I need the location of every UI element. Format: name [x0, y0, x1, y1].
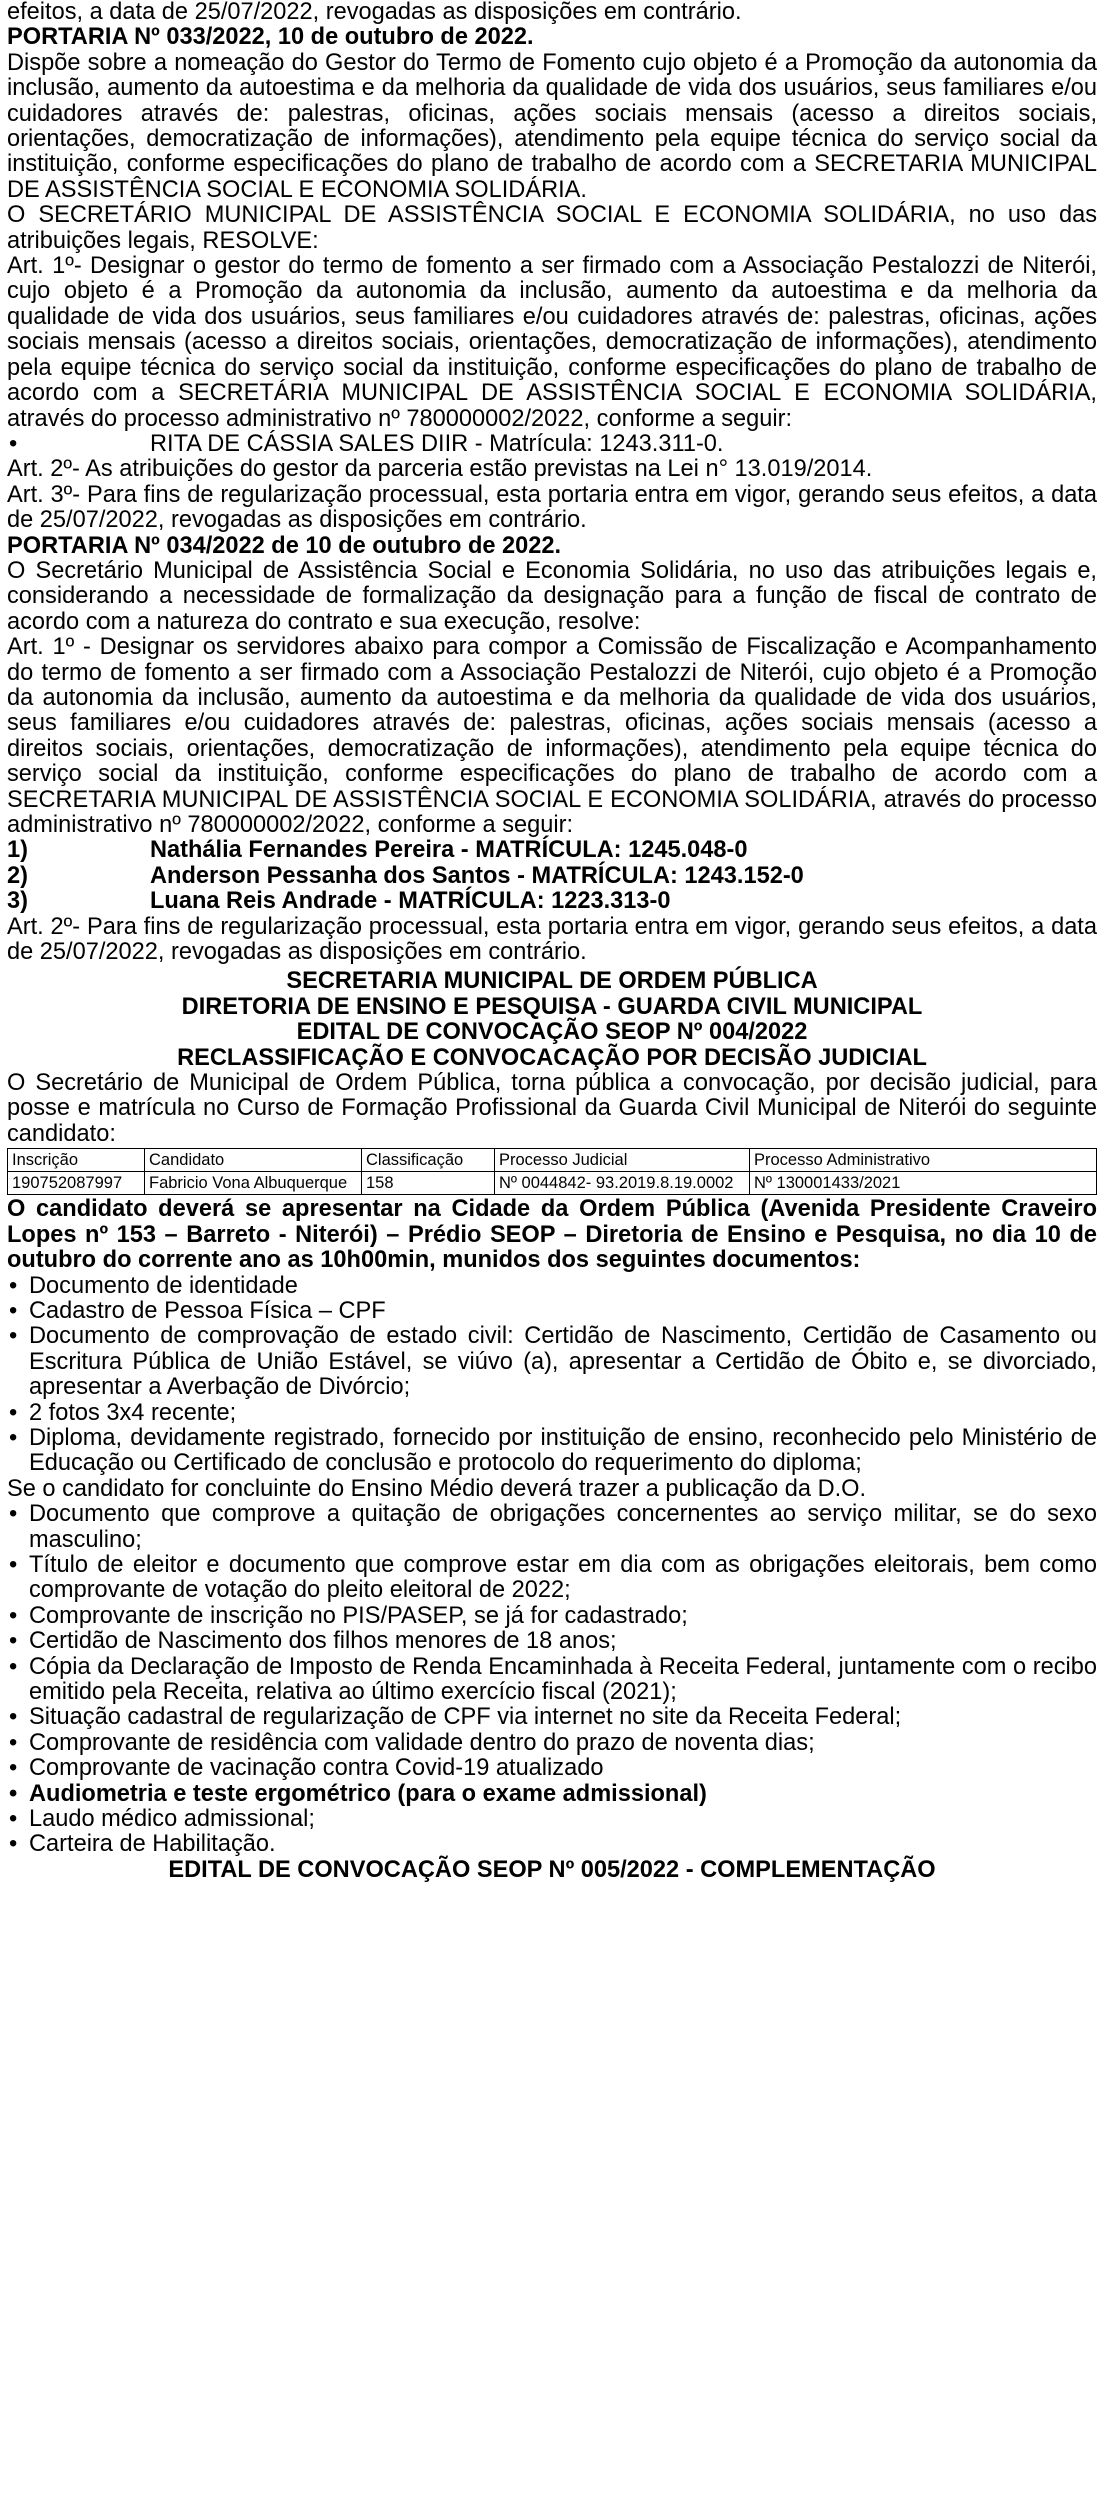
- list-item-text: RITA DE CÁSSIA SALES DIIR - Matrícula: 1243.311-0.: [150, 430, 724, 457]
- list-item-text: Situação cadastral de regularização de CPF via internet no site da Receita Federal;: [29, 1704, 902, 1731]
- list-item: [7, 1324, 1097, 1400]
- list-item-text: Título de eleitor e documento que comprove estar em dia com as obrigações eleitorais, bem como comprovante de votação do pleito eleitoral de 2022;: [29, 1551, 1097, 1604]
- bullet-icon: •: [9, 1551, 18, 1578]
- bullet-icon: •: [9, 1272, 18, 1299]
- paragraph: Art. 2º- As atribuições do gestor da parceria estão previstas na Lei n° 13.019/2014.: [7, 456, 873, 483]
- list-item-text: Certidão de Nascimento dos filhos menores de 18 anos;: [29, 1628, 617, 1655]
- cell-classificacao: 158: [362, 1172, 495, 1195]
- paragraph: Art. 1º - Designar os servidores abaixo para compor a Comissão de Fiscalização e Acompanhamento do termo de fomento a ser firmado com a Associação Pestalozzi de Niterói, cujo objeto é a Promoção da autonomia da inclusão, aumento da autoestima e da melhoria da qualidade de vida dos usuários, seus familiares e/ou cuidadores através de: palestras, oficinas, ações sociais mensais (acesso a direitos sociais, orientações, democratização de informações), atendimento pela equipe técnica do serviço social da instituição, conforme especificações do plano de trabalho de acordo com a SECRETARIA MUNICIPAL DE ASSISTÊNCIA SOCIAL E ECONOMIA SOLIDÁRIA, através do processo administrativo nº 780000002/2022, conforme a seguir:: [7, 634, 1097, 838]
- list-item: [7, 1299, 1097, 1324]
- header-classificacao: Classificação: [362, 1149, 495, 1172]
- bullet-icon: •: [9, 1780, 18, 1807]
- paragraph: Art. 2º- Para fins de regularização processual, esta portaria entra em vigor, gerando seus efeitos, a data de 25/07/2022, revogadas as disposições em contrário.: [7, 913, 1097, 966]
- paragraph: O Secretário Municipal de Assistência Social e Economia Solidária, no uso das atribuições legais e, considerando a necessidade de formalização da designação para a função de fiscal de contrato de acordo com a natureza do contrato e sua execução, resolve:: [7, 557, 1097, 635]
- list-item-text: Comprovante de inscrição no PIS/PASEP, se já for cadastrado;: [29, 1602, 688, 1629]
- list-item-text: Documento que comprove a quitação de obrigações concernentes ao serviço militar, se do sexo masculino;: [29, 1501, 1097, 1553]
- item-text: Luana Reis Andrade - MATRÍCULA: 1223.313-0: [150, 888, 671, 915]
- document-page: [7, 0, 1097, 1883]
- paragraph: Art. 3º- Para fins de regularização processual, esta portaria entra em vigor, gerando seus efeitos, a data de 25/07/2022, revogadas as disposições em contrário.: [7, 481, 1097, 534]
- bullet-icon: •: [9, 1323, 18, 1350]
- header-processo-judicial: Processo Judicial: [495, 1149, 750, 1172]
- list-item-text: Comprovante de vacinação contra Covid-19 atualizado: [29, 1755, 604, 1782]
- edital-heading-block: [7, 969, 1097, 1071]
- item-number: 3): [7, 888, 28, 915]
- list-item: [7, 432, 1097, 457]
- list-item-text: Comprovante de residência com validade dentro do prazo de noventa dias;: [29, 1729, 815, 1756]
- list-item-text: Diploma, devidamente registrado, fornecido por instituição de ensino, reconhecido pelo Ministério de Educação ou Certificado de conclusão e protocolo do requerimento do diploma;: [29, 1424, 1097, 1477]
- bullet-icon: •: [9, 1806, 18, 1833]
- item-number: 2): [7, 862, 28, 889]
- heading-secretaria: SECRETARIA MUNICIPAL DE ORDEM PÚBLICA: [286, 968, 818, 995]
- list-item-text: Carteira de Habilitação.: [29, 1831, 276, 1858]
- heading-edital-004: EDITAL DE CONVOCAÇÃO SEOP Nº 004/2022: [296, 1019, 808, 1046]
- paragraph: Dispõe sobre a nomeação do Gestor do Termo de Fomento cujo objeto é a Promoção da autonomia da inclusão, aumento da autoestima e da melhoria da qualidade de vida dos usuários, seus familiares e/ou cuidadores através de: palestras, oficinas, ações sociais mensais (acesso a direitos sociais, orientações, democratização de informações), atendimento pela equipe técnica do serviço social da instituição, conforme especificações do plano de trabalho de acordo com a SECRETARIA MUNICIPAL DE ASSISTÊNCIA SOCIAL E ECONOMIA SOLIDÁRIA.: [7, 49, 1097, 203]
- candidate-table-header: [8, 1149, 1097, 1172]
- list-item: [7, 1629, 1097, 1654]
- header-inscricao: Inscrição: [8, 1149, 145, 1172]
- edital-intro: O Secretário de Municipal de Ordem Pública, torna pública a convocação, por decisão judicial, para posse e matrícula no Curso de Formação Profissional da Guarda Civil Municipal de Niterói do seguinte candidato:: [7, 1070, 1097, 1147]
- bullet-icon: •: [9, 1399, 18, 1426]
- paragraph: O SECRETÁRIO MUNICIPAL DE ASSISTÊNCIA SOCIAL E ECONOMIA SOLIDÁRIA, no uso das atribuições legais, RESOLVE:: [7, 202, 1097, 254]
- documents-list: [7, 1274, 1097, 1858]
- list-item: [7, 1502, 1097, 1553]
- numbered-item: [7, 864, 1097, 889]
- item-text: Nathália Fernandes Pereira - MATRÍCULA: 1245.048-0: [150, 837, 748, 864]
- paragraph: Se o candidato for concluinte do Ensino Médio deverá trazer a publicação da D.O.: [7, 1475, 867, 1502]
- cell-processo-judicial: Nº 0044842- 93.2019.8.19.0002: [495, 1172, 750, 1195]
- list-item: [7, 1553, 1097, 1604]
- list-item-text: Documento de identidade: [29, 1272, 298, 1299]
- list-item: [7, 1731, 1097, 1756]
- list-item: [7, 1756, 1097, 1781]
- list-item: [7, 1604, 1097, 1629]
- list-item: [7, 1782, 1097, 1807]
- list-item-text: Cópia da Declaração de Imposto de Renda Encaminhada à Receita Federal, juntamente com o recibo emitido pela Receita, relativa ao último exercício fiscal (2021);: [29, 1653, 1097, 1705]
- list-item-text: Cadastro de Pessoa Física – CPF: [29, 1297, 386, 1324]
- cell-processo-administrativo: Nº 130001433/2021: [750, 1172, 1097, 1195]
- bullet-icon: •: [9, 1628, 18, 1655]
- bullet-icon: •: [9, 1704, 18, 1731]
- bullet-icon: •: [9, 1831, 18, 1858]
- list-item-text: 2 fotos 3x4 recente;: [29, 1399, 237, 1426]
- item-text: Anderson Pessanha dos Santos - MATRÍCULA: 1243.152-0: [150, 862, 804, 889]
- cell-candidato: Fabricio Vona Albuquerque: [145, 1172, 362, 1195]
- list-item: [7, 1426, 1097, 1477]
- bullet-icon: •: [9, 1653, 18, 1680]
- header-processo-administrativo: Processo Administrativo: [750, 1149, 1097, 1172]
- paragraph: Art. 1º- Designar o gestor do termo de fomento a ser firmado com a Associação Pestalozzi de Niterói, cujo objeto é a Promoção da autonomia da inclusão, aumento da autoestima e da melhoria da qualidade de vida dos usuários, seus familiares e/ou cuidadores através de: palestras, oficinas, ações sociais mensais (acesso a direitos sociais, orientações, democratização de informações), atendimento pela equipe técnica do serviço social da instituição, conforme especificações do plano de trabalho de acordo com a SECRETÁRIA MUNICIPAL DE ASSISTÊNCIA SOCIAL E ECONOMIA SOLIDÁRIA, através do processo administrativo nº 780000002/2022, conforme a seguir:: [7, 253, 1097, 432]
- bullet-icon: •: [9, 430, 18, 457]
- numbered-item: [7, 838, 1097, 863]
- table-row: [8, 1172, 1097, 1195]
- item-number: 1): [7, 837, 28, 864]
- paragraph: efeitos, a data de 25/07/2022, revogadas as disposições em contrário.: [7, 0, 742, 25]
- list-item: [7, 1807, 1097, 1832]
- heading-edital-005: EDITAL DE CONVOCAÇÃO SEOP Nº 005/2022 - COMPLEMENTAÇÃO: [168, 1856, 936, 1883]
- list-item-text: Audiometria e teste ergométrico (para o exame admissional): [29, 1780, 707, 1807]
- portaria-title: PORTARIA Nº 034/2022 de 10 de outubro de 2022.: [7, 532, 562, 559]
- heading-reclassificacao: RECLASSIFICAÇÃO E CONVOCACAÇÃO POR DECISÃO JUDICIAL: [177, 1044, 927, 1071]
- cell-inscricao: 190752087997: [8, 1172, 145, 1195]
- bullet-icon: •: [9, 1729, 18, 1756]
- list-item-text: Documento de comprovação de estado civil: Certidão de Nascimento, Certidão de Casamento ou Escritura Pública de União Estável, se viúvo (a), apresentar a Certidão de Óbito e, se divorciado, apresentar a Averbação de Divórcio;: [29, 1323, 1097, 1401]
- header-candidato: Candidato: [145, 1149, 362, 1172]
- presentation-instructions: O candidato deverá se apresentar na Cidade da Ordem Pública (Avenida Presidente Craveiro Lopes nº 153 – Barreto - Niterói) – Prédio SEOP – Diretoria de Ensino e Pesquisa, no dia 10 de outubro do corrente ano as 10h00min, munidos dos seguintes documentos:: [7, 1196, 1097, 1274]
- bullet-icon: •: [9, 1297, 18, 1324]
- heading-diretoria: DIRETORIA DE ENSINO E PESQUISA - GUARDA CIVIL MUNICIPAL: [181, 993, 923, 1020]
- portaria-title: PORTARIA Nº 033/2022, 10 de outubro de 2022.: [7, 24, 534, 51]
- bullet-icon: •: [9, 1501, 18, 1528]
- bullet-icon: •: [9, 1755, 18, 1782]
- bullet-icon: •: [9, 1602, 18, 1629]
- portaria-section: [7, 0, 1097, 965]
- list-item-text: Laudo médico admissional;: [29, 1806, 315, 1833]
- list-item: [7, 1274, 1097, 1299]
- bullet-icon: •: [9, 1424, 18, 1451]
- list-item: [7, 1832, 1097, 1857]
- list-item: [7, 1655, 1097, 1706]
- numbered-item: [7, 889, 1097, 914]
- list-item: [7, 1705, 1097, 1730]
- list-item: [7, 1401, 1097, 1426]
- candidate-table: [7, 1148, 1097, 1195]
